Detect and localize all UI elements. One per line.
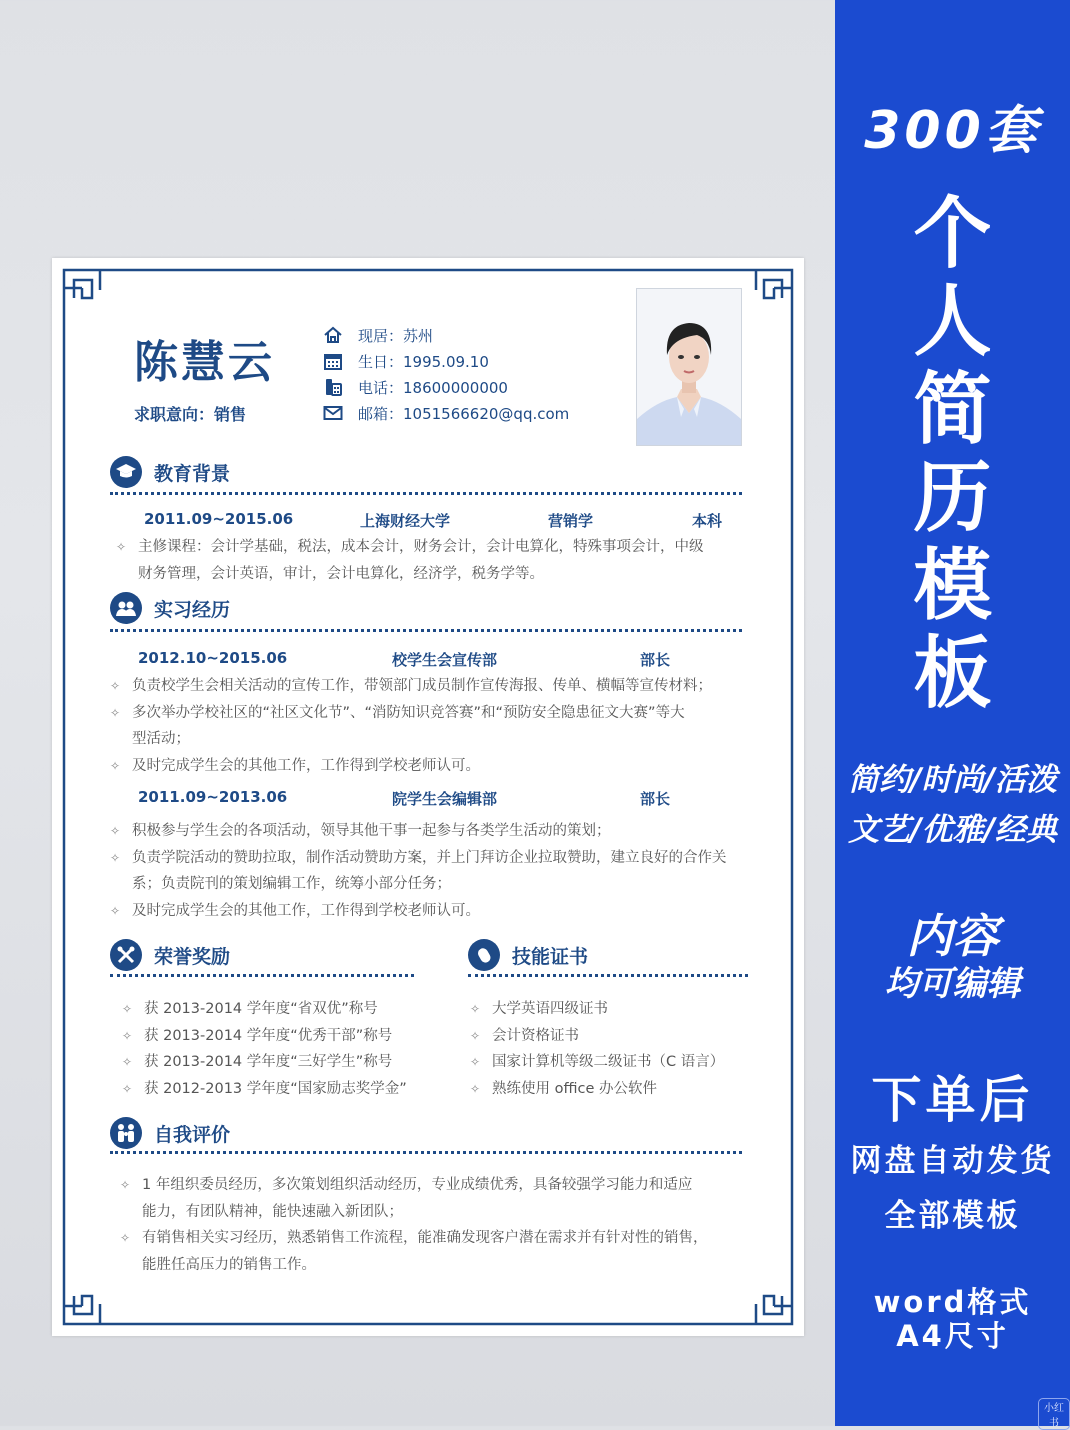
- birthday-text: 生日：1995.09.10: [358, 352, 489, 371]
- list-item: ✧ 国家计算机等级二级证书（C 语言）: [470, 1054, 725, 1070]
- calendar-icon: [322, 351, 344, 371]
- list-item: ✧ 获 2013-2014 学年度“三好学生”称号: [122, 1054, 393, 1070]
- style-line-1: 简约/时尚/活泼: [848, 762, 1057, 798]
- edu-school: 上海财经大学: [360, 512, 451, 530]
- honor-text: 获 2013-2014 学年度“优秀干部”称号: [144, 1027, 393, 1044]
- divider: [110, 974, 414, 977]
- self-bullet-2: 有销售相关实习经历，熟悉销售工作流程，能准确发现客户潜在需求并有针对性的销售，: [142, 1230, 708, 1246]
- phone-text: 电话：18600000000: [358, 378, 508, 397]
- job2-bullet-2: 负责学院活动的赞助拉取，制作活动赞助方案，并上门拜访企业拉取赞助，建立良好的合作关: [132, 849, 727, 866]
- skills-list: [470, 996, 724, 1102]
- education-section: [110, 456, 230, 488]
- honor-text: 获 2013-2014 学年度“三好学生”称号: [144, 1054, 393, 1070]
- profile-photo: [636, 288, 742, 446]
- personal-info: [322, 322, 569, 426]
- self-eval-section: [110, 1117, 230, 1149]
- location-text: 现居：苏州: [358, 326, 434, 345]
- auto-ship-label: 网盘自动发货: [850, 1143, 1055, 1179]
- honor-text: 获 2012-2013 学年度“国家励志奖学金”: [144, 1080, 407, 1097]
- courses-line-1: 主修课程：会计学基础，税法，成本会计，财务会计，会计电算化，特殊事项会计，中级: [138, 539, 704, 555]
- phone-row: [322, 374, 569, 400]
- birthday-row: [322, 348, 569, 374]
- skills-section: [468, 939, 588, 971]
- list-item: ✧ 获 2013-2014 学年度“省双优”称号: [122, 1001, 378, 1017]
- internship-section: [110, 592, 230, 624]
- title-char: 模: [913, 541, 992, 631]
- title-char: 个: [913, 189, 992, 279]
- job2-org: 院学生会编辑部: [392, 790, 498, 808]
- divider: [110, 492, 742, 495]
- skill-text: 国家计算机等级二级证书（C 语言）: [492, 1054, 725, 1070]
- style-line-2: 文艺/优雅/经典: [848, 812, 1057, 848]
- template-count: 300套: [864, 101, 1041, 161]
- honor-text: 获 2013-2014 学年度“省双优”称号: [144, 1001, 378, 1017]
- mail-icon: [322, 403, 344, 423]
- job2-bullet-1: 积极参与学生会的各项活动，领导其他干事一起参与各类学生活动的策划；: [132, 823, 611, 839]
- skill-text: 熟练使用 office 办公软件: [492, 1080, 658, 1097]
- resume-name: 陈慧云: [134, 337, 275, 388]
- skill-text: 会计资格证书: [492, 1027, 579, 1044]
- after-order-label: 下单后: [871, 1071, 1034, 1129]
- format-line-2: A4尺寸: [896, 1319, 1009, 1353]
- edu-major: 营销学: [548, 512, 594, 530]
- all-templates-label: 全部模板: [884, 1198, 1021, 1234]
- job1-bullets: ✧ 负责校学生会相关活动的宣传工作，带领部门成员制作宣传海报、传单、横幅等宣传材料； ✧ 多次举办学校社区的“社区文化节”、“消防知识竞答赛”和“预防安全隐患征文大赛”等大 型活动； ✧ 及时完成学生会的其他工作，工作得到学校老师认可。: [110, 678, 712, 774]
- format-line-1: word格式: [873, 1285, 1032, 1319]
- divider: [468, 974, 748, 977]
- title-char: 板: [913, 629, 992, 719]
- group-icon: [110, 592, 142, 624]
- phone-icon: [322, 377, 344, 397]
- edu-period: 2011.09~2015.06: [144, 510, 294, 528]
- style-tags: [835, 755, 1070, 855]
- internship-title: 实习经历: [154, 598, 231, 621]
- job2-bullets: ✧ 积极参与学生会的各项活动，领导其他干事一起参与各类学生活动的策划； ✧ 负责学院活动的赞助拉取，制作活动赞助方案，并上门拜访企业拉取赞助，建立良好的合作关 系；负责院刊的策划编辑工作，统筹小部分任务； ✧ 及时完成学生会的其他工作，工作得到学校老师认可。: [110, 823, 727, 919]
- divider: [110, 1151, 742, 1154]
- list-item: ✧ 获 2012-2013 学年度“国家励志奖学金”: [122, 1080, 407, 1097]
- self-bullet-2-cont: 能胜任高压力的销售工作。: [142, 1256, 316, 1273]
- title-char: 简: [913, 365, 992, 455]
- email-text: 邮箱：1051566620@qq.com: [358, 404, 570, 423]
- resume-page: [52, 258, 804, 1336]
- tools-icon: [110, 939, 142, 971]
- job2-period: 2011.09~2013.06: [138, 788, 288, 806]
- job1-period: 2012.10~2015.06: [138, 649, 288, 667]
- skills-title: 技能证书: [512, 945, 589, 968]
- skill-text: 大学英语四级证书: [492, 1001, 608, 1017]
- job1-bullet-2-cont: 型活动；: [132, 731, 190, 747]
- home-icon: [322, 325, 344, 345]
- job1-role: 部长: [640, 651, 671, 669]
- self-eval-title: 自我评价: [154, 1123, 231, 1146]
- job2-bullet-2-cont: 系；负责院刊的策划编辑工作，统筹小部分任务；: [132, 876, 451, 892]
- job1-org: 校学生会宣传部: [392, 651, 498, 669]
- courses-line-2: 财务管理，会计英语，审计，会计电算化，经济学，税务学等。: [138, 565, 544, 582]
- list-item: ✧ 获 2013-2014 学年度“优秀干部”称号: [122, 1027, 393, 1044]
- education-title: 教育背景: [154, 462, 231, 485]
- editable-label: 内容: [906, 909, 999, 963]
- job-intent: 求职意向：销售: [134, 405, 247, 424]
- honors-list: [122, 996, 407, 1102]
- self-bullet-1: 1 年组织委员经历，多次策划组织活动经历，专业成绩优秀，具备较强学习能力和适应: [142, 1177, 693, 1193]
- list-item: ✧ 大学英语四级证书: [470, 1001, 608, 1017]
- list-item: ✧ 会计资格证书: [470, 1027, 579, 1044]
- title-char: 历: [913, 453, 992, 543]
- graduation-cap-icon: [110, 456, 142, 488]
- honors-title: 荣誉奖励: [154, 945, 231, 968]
- job2-bullet-3: 及时完成学生会的其他工作，工作得到学校老师认可。: [132, 902, 480, 919]
- promo-panel: [835, 0, 1070, 1429]
- editable-sub: 均可编辑: [884, 964, 1021, 1004]
- honors-section: [110, 939, 230, 971]
- title-char: 人: [913, 277, 992, 367]
- edu-degree: 本科: [692, 512, 723, 530]
- self-bullet-1-cont: 能力，有团队精神，能快速融入新团队；: [142, 1203, 403, 1220]
- self-eval-bullets: ✧ 1 年组织委员经历，多次策划组织活动经历，专业成绩优秀，具备较强学习能力和适应 能力，有团队精神，能快速融入新团队； ✧ 有销售相关实习经历，熟悉销售工作流程，能准确发现客户潜在需求并有针对性的销售， 能胜任高压力的销售工作。: [120, 1177, 708, 1273]
- people-icon: [110, 1117, 142, 1149]
- job1-bullet-1: 负责校学生会相关活动的宣传工作，带领部门成员制作宣传海报、传单、横幅等宣传材料；: [132, 678, 712, 694]
- edu-courses: ✧ 主修课程：会计学基础，税法，成本会计，财务会计，会计电算化，特殊事项会计，中级 财务管理，会计英语，审计，会计电算化，经济学，税务学等。: [116, 539, 704, 582]
- promo-title: [835, 190, 1070, 718]
- list-item: ✧ 熟练使用 office 办公软件: [470, 1080, 658, 1097]
- job2-role: 部长: [640, 790, 671, 808]
- location-row: [322, 322, 569, 348]
- job1-bullet-3: 及时完成学生会的其他工作，工作得到学校老师认可。: [132, 757, 480, 774]
- divider: [110, 629, 742, 632]
- mouse-icon: [468, 939, 500, 971]
- watermark: 小红书: [1038, 1398, 1070, 1430]
- format-info: [835, 1285, 1070, 1353]
- email-row: [322, 400, 569, 426]
- job1-bullet-2: 多次举办学校社区的“社区文化节”、“消防知识竞答赛”和“预防安全隐患征文大赛”等大: [132, 704, 685, 721]
